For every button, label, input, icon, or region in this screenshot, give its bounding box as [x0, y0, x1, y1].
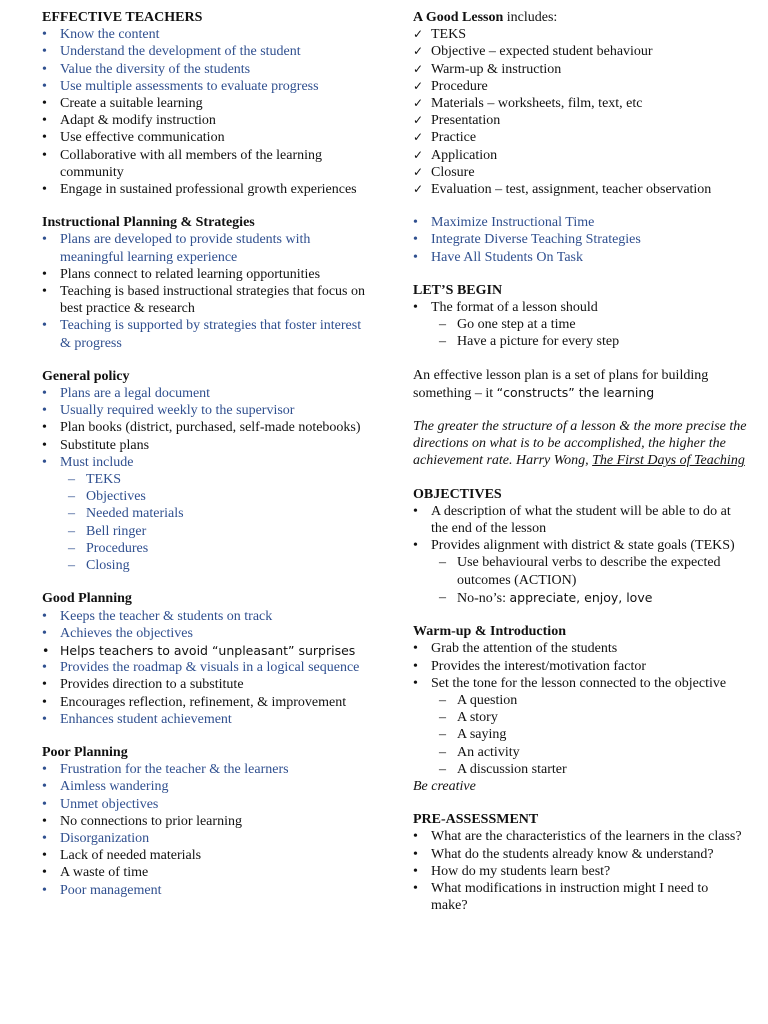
bullet-list — [42, 608, 372, 728]
creative-note: Be creative — [413, 778, 476, 794]
list-item: • Integrate Diverse Teaching Strategies — [413, 231, 748, 248]
section-heading: Good Planning — [42, 591, 132, 607]
section-heading: EFFECTIVE TEACHERS — [42, 10, 203, 25]
list-item: • Create a suitable learning — [42, 95, 372, 112]
section-heading: OBJECTIVES — [413, 486, 502, 502]
paragraph — [413, 367, 748, 402]
bullet-list — [42, 761, 372, 899]
heading-rest: includes: — [503, 10, 558, 25]
sub-list-item: – Have a picture for every step — [413, 333, 748, 350]
list-item: • Grab the attention of the students — [413, 640, 748, 657]
sub-list-item: – Bell ringer — [42, 523, 372, 540]
list-item: • What are the characteristics of the learners in the class? — [413, 828, 748, 845]
section-heading: LET’S BEGIN — [413, 282, 503, 298]
list-item: • Use multiple assessments to evaluate progress — [42, 78, 372, 95]
list-item: • Frustration for the teacher & the learners — [42, 761, 372, 778]
list-item: • No connections to prior learning — [42, 813, 372, 830]
list-item: • Maximize Instructional Time — [413, 214, 748, 231]
section-heading: Warm-up & Introduction — [413, 624, 566, 640]
list-item: • Keeps the teacher & students on track — [42, 608, 372, 625]
list-item: • Achieves the objectives — [42, 625, 372, 642]
bullet-list — [413, 828, 748, 914]
quote-text — [413, 418, 748, 470]
paragraph-end: “constructs” the learning — [496, 384, 655, 400]
quote-body: The greater the structure of a lesson & the more precise the directions on what is to be accomplished, the higher the achievement rate. Harry Wong, — [413, 419, 747, 469]
list-item: • Helps teachers to avoid “unpleasant” surprises — [42, 642, 372, 659]
effective-teachers-section — [42, 9, 372, 198]
pre-assessment-section — [413, 811, 748, 914]
sub-list-item: – A question — [413, 692, 748, 709]
list-item: • Teaching is based instructional strategies that focus on best practice & research — [42, 283, 372, 317]
list-item: • Set the tone for the lesson connected to the objective — [413, 675, 748, 692]
section-heading: Instructional Planning & Strategies — [42, 215, 255, 231]
lesson-plan-paragraph — [413, 367, 748, 402]
list-item: • Substitute plans — [42, 437, 372, 454]
sub-list-item: – TEKS — [42, 471, 372, 488]
sub-list-item: – Go one step at a time — [413, 316, 748, 333]
list-item: • Poor management — [42, 882, 372, 899]
objectives-section — [413, 486, 748, 607]
heading-bold: A Good Lesson — [413, 10, 504, 25]
sub-list-item: – Objectives — [42, 488, 372, 505]
list-item: • Engage in sustained professional growth experiences — [42, 181, 372, 198]
check-item: ✓ Warm-up & instruction — [413, 61, 748, 78]
check-item: ✓ Practice — [413, 129, 748, 146]
check-item: ✓ Application — [413, 147, 748, 164]
bullet-list — [42, 231, 372, 351]
list-item: • Use effective communication — [42, 129, 372, 146]
section-heading: Poor Planning — [42, 744, 128, 760]
list-item: • Plans are developed to provide students with meaningful learning experience — [42, 231, 372, 265]
section-heading: PRE-ASSESSMENT — [413, 812, 539, 828]
lets-begin-section — [413, 282, 748, 351]
check-item: ✓ Materials – worksheets, film, text, etc — [413, 95, 748, 112]
list-item: • How do my students learn best? — [413, 863, 748, 880]
sub-list-item: – Procedures — [42, 540, 372, 557]
list-item: • Adapt & modify instruction — [42, 112, 372, 129]
paragraph-start: An effective lesson plan is a set of plans for building something – it — [413, 367, 709, 401]
list-item: • A waste of time — [42, 864, 372, 881]
list-item: • Disorganization — [42, 830, 372, 847]
sub-list-item: – Closing — [42, 557, 372, 574]
no-nos-label: No-no’s: — [457, 590, 510, 606]
list-item: • Plans are a legal document — [42, 385, 372, 402]
list-item: • Teaching is supported by strategies that foster interest & progress — [42, 317, 372, 351]
warmup-section — [413, 623, 748, 795]
list-item: • What modifications in instruction might I need to make? — [413, 880, 748, 914]
list-item: • Aimless wandering — [42, 778, 372, 795]
check-item: ✓ Procedure — [413, 78, 748, 95]
list-item: • Provides the roadmap & visuals in a logical sequence — [42, 659, 372, 676]
list-item: • The format of a lesson should — [413, 299, 748, 316]
bullet-list — [42, 385, 372, 574]
list-item: • Have All Students On Task — [413, 249, 748, 266]
check-item: ✓ Objective – expected student behaviour — [413, 43, 748, 60]
right-column — [413, 9, 748, 930]
list-item: • A description of what the student will be able to do at the end of the lesson — [413, 503, 748, 537]
sub-list-item: – Needed materials — [42, 505, 372, 522]
quote-section — [413, 418, 748, 470]
list-item: • Unmet objectives — [42, 796, 372, 813]
list-item: • Lack of needed materials — [42, 847, 372, 864]
list-item: • Must include — [42, 454, 372, 471]
check-list — [413, 26, 748, 198]
bullet-list — [413, 503, 748, 607]
list-item: • Encourages reflection, refinement, & improvement — [42, 694, 372, 711]
book-title: The First Days of Teaching — [592, 453, 745, 469]
bullet-list — [413, 299, 748, 351]
no-nos-verbs: appreciate, enjoy, love — [509, 589, 653, 605]
good-planning-section — [42, 590, 372, 728]
section-heading — [413, 9, 748, 26]
list-item: • Understand the development of the student — [42, 43, 372, 60]
sub-list-item: – An activity — [413, 744, 748, 761]
list-item: • Collaborative with all members of the learning community — [42, 147, 372, 181]
lesson-goals-section — [413, 214, 748, 266]
list-item: • Plans connect to related learning opportunities — [42, 266, 372, 283]
bullet-list — [413, 640, 748, 778]
sub-list-item: – A discussion starter — [413, 761, 748, 778]
list-item: • Provides alignment with district & state goals (TEKS) — [413, 537, 748, 554]
sub-list-item: – A story — [413, 709, 748, 726]
bullet-list — [42, 26, 372, 198]
list-item: • Know the content — [42, 26, 372, 43]
sub-list-item — [413, 589, 748, 607]
poor-planning-section — [42, 744, 372, 899]
list-item: • Usually required weekly to the supervisor — [42, 402, 372, 419]
general-policy-section — [42, 368, 372, 574]
list-item: • Value the diversity of the students — [42, 61, 372, 78]
list-item: • Enhances student achievement — [42, 711, 372, 728]
check-item: ✓ Closure — [413, 164, 748, 181]
list-item: • What do the students already know & understand? — [413, 846, 748, 863]
check-item: ✓ Evaluation – test, assignment, teacher observation — [413, 181, 748, 198]
instructional-planning-section — [42, 214, 372, 352]
sub-list-item: – Use behavioural verbs to describe the expected outcomes (ACTION) — [413, 554, 748, 588]
list-item: • Provides the interest/motivation factor — [413, 658, 748, 675]
check-item: ✓ TEKS — [413, 26, 748, 43]
sub-list-item: – A saying — [413, 726, 748, 743]
good-lesson-section — [413, 9, 748, 198]
list-item: • Provides direction to a substitute — [42, 676, 372, 693]
bullet-list — [413, 214, 748, 266]
check-item: ✓ Presentation — [413, 112, 748, 129]
section-heading: General policy — [42, 368, 130, 384]
left-column — [42, 9, 372, 915]
list-item: • Plan books (district, purchased, self-made notebooks) — [42, 419, 372, 436]
